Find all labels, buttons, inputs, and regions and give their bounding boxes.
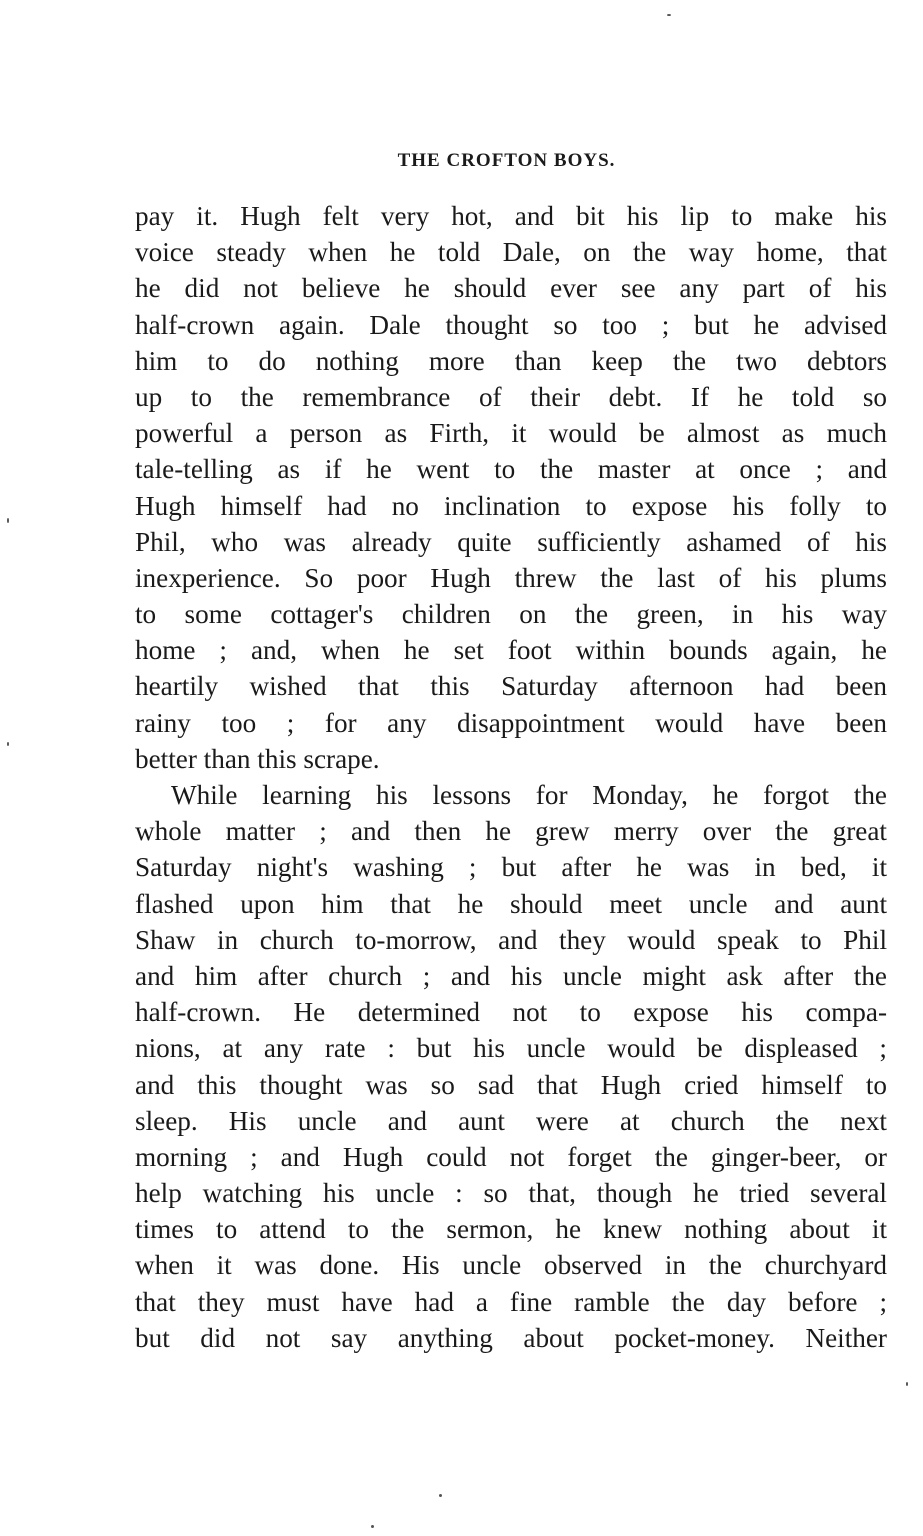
body-text xyxy=(135,198,887,1356)
text-line: rainy too ; for any disappointment would have been xyxy=(135,707,887,738)
text-line: home ; and, when he set foot within bounds again, he xyxy=(135,635,887,666)
text-line: him to do nothing more than keep the two debtors xyxy=(135,345,887,376)
text-line: to some cottager's children on the green, in his way xyxy=(135,599,887,630)
text-line: up to the remembrance of their debt. If he told so xyxy=(135,381,887,412)
paragraph-1 xyxy=(135,198,887,777)
text-line: whole matter ; and then he grew merry over the great xyxy=(135,816,887,847)
text-line: While learning his lessons for Monday, he forgot the xyxy=(171,780,887,810)
text-line: times to attend to the sermon, he knew nothing about it xyxy=(135,1214,887,1245)
scan-speck xyxy=(7,518,9,523)
scan-speck xyxy=(667,14,671,16)
text-line: half-crown. He determined not to expose his compa- xyxy=(135,997,887,1028)
text-line: voice steady when he told Dale, on the way home, that xyxy=(135,237,887,268)
text-line: half-crown again. Dale thought so too ; but he advised xyxy=(135,309,887,340)
text-line: Phil, who was already quite sufficiently ashamed of his xyxy=(135,526,887,557)
text-line: help watching his uncle : so that, though he tried several xyxy=(135,1178,887,1209)
text-line: he did not believe he should ever see any part of his xyxy=(135,273,887,304)
text-line: tale-telling as if he went to the master at once ; and xyxy=(135,454,887,485)
text-line: inexperience. So poor Hugh threw the last of his plums xyxy=(135,562,887,593)
text-line: flashed upon him that he should meet uncle and aunt xyxy=(135,888,887,919)
text-line: when it was done. His uncle observed in the churchyard xyxy=(135,1250,887,1281)
text-line: sleep. His uncle and aunt were at church the next xyxy=(135,1105,887,1136)
text-line: better than this scrape. xyxy=(135,743,380,774)
text-line: that they must have had a fine ramble the day before ; xyxy=(135,1286,887,1317)
scan-speck xyxy=(439,1494,442,1497)
text-line: Hugh himself had no inclination to expose his folly to xyxy=(135,490,887,521)
scan-speck xyxy=(906,1382,908,1386)
running-head: THE CROFTON BOYS. xyxy=(397,150,616,171)
text-line: powerful a person as Firth, it would be almost as much xyxy=(135,418,887,449)
text-line: Shaw in church to-morrow, and they would speak to Phil xyxy=(135,924,887,955)
text-line: but did not say anything about pocket-money. Neither xyxy=(135,1322,887,1353)
scan-speck xyxy=(7,742,9,746)
text-line: Saturday night's washing ; but after he was in bed, it xyxy=(135,852,887,883)
text-line: and this thought was so sad that Hugh cried himself to xyxy=(135,1069,887,1100)
scan-speck xyxy=(371,1525,374,1528)
paragraph-2 xyxy=(135,777,887,1356)
text-line: and him after church ; and his uncle might ask after the xyxy=(135,960,887,991)
text-line: pay it. Hugh felt very hot, and bit his lip to make his xyxy=(135,201,887,231)
text-line: morning ; and Hugh could not forget the ginger-beer, or xyxy=(135,1141,887,1172)
text-line: nions, at any rate : but his uncle would be displeased ; xyxy=(135,1033,887,1064)
text-line: heartily wished that this Saturday afternoon had been xyxy=(135,671,887,702)
